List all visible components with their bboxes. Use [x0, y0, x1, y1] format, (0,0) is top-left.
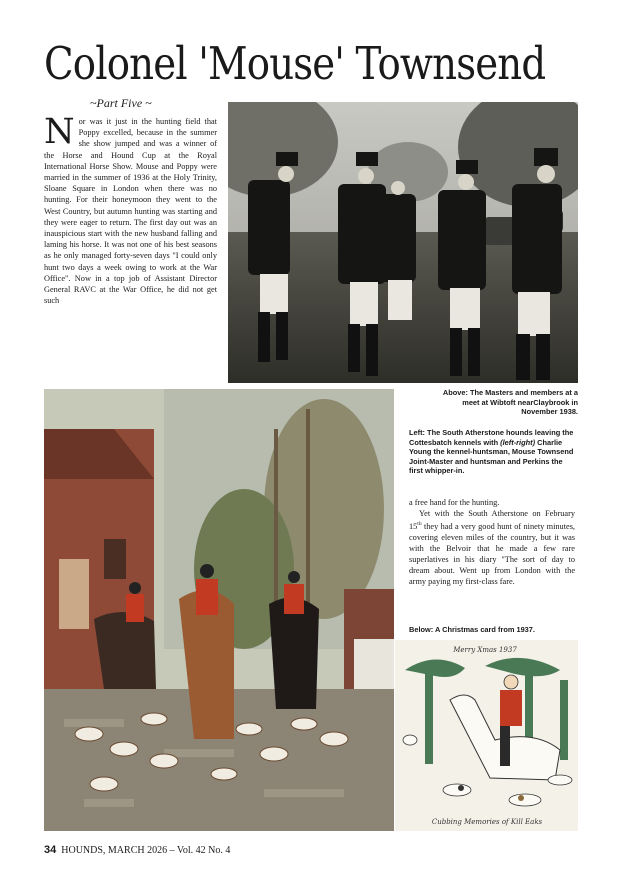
masters-meet-photo	[228, 102, 578, 383]
page-title: Colonel 'Mouse' Townsend	[44, 37, 546, 90]
caption-above: Above: The Masters and members at a meet at Wibtoft nearClaybrook in November 1938.	[442, 388, 578, 417]
page-number: 34	[44, 844, 57, 856]
page-footer	[44, 844, 230, 856]
column-1-text: or was it just in the hunting field that Poppy excelled, because in the summer she show jumped and was a winner of the Horse and Hound Cup at the Royal International Horse Show. Mouse and Poppy were married in the summer of 1936 at the Holy Trinity, Sloane Square in London when there was no hunting. For their honeymoon they went to the West Country, but autumn hunting was starting and they were eager to return. The first day out was an inauspicious start with the new husband falling and laming his horse. It was not one of his best seasons as he only managed forty-seven days "I could only hunt two days a week owing to work at the War Office". Now in a top job of Assistant Director General RAVC at the War Office, he did not get such	[44, 117, 217, 306]
page-subtitle: ~Part Five ~	[90, 96, 152, 110]
drop-cap: N	[44, 116, 75, 152]
column-2-paragraph-2: Yet with the South Atherstone on February 15th they had a very good hunt of ninety minutes, covering eleven miles of the country, but it was with the Belvoir that he made a few rare superlatives in his diary "The sort of day to dream about. Went up from London with the army paying my first-class fare.	[409, 509, 575, 587]
column-2-paragraph-1: a free hand for the hunting.	[409, 498, 500, 507]
caption-left: Left: The South Atherstone hounds leaving the Cottesbatch kennels with (left-right) Charlie Young the kennel-huntsman, Mouse Townsend Joint-Master and huntsman and Perkins the first whipper-in.	[409, 428, 574, 476]
article-column-2	[409, 497, 575, 588]
publication-info: HOUNDS, MARCH 2026 – Vol. 42 No. 4	[61, 845, 231, 856]
hounds-painting	[44, 389, 394, 831]
christmas-card	[395, 640, 578, 831]
article-column-1	[44, 116, 217, 382]
card-caption: Cubbing Memories of Kill Eaks	[431, 818, 543, 826]
caption-below: Below: A Christmas card from 1937.	[409, 625, 535, 634]
card-greeting: Merry Xmas 1937	[453, 646, 517, 654]
